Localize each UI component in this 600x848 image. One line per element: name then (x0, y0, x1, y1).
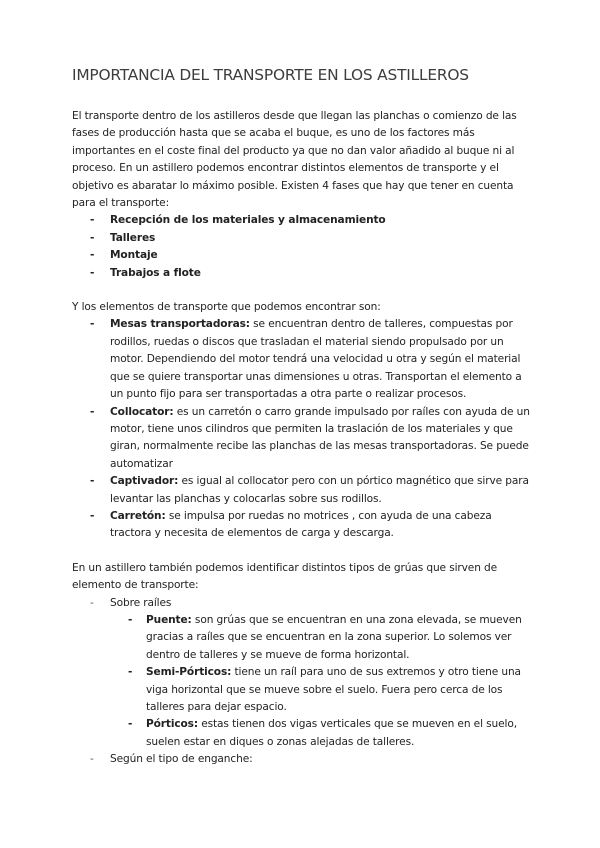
item-text: es un carretón o carro grande impulsado por raíles con ayuda de un motor, tiene unos cilindros que permiten la traslación de los materiales y que giran, normalmente recibe las planchas de las mesas transportadoras. Se puede automatizar (110, 405, 530, 470)
dash-bullet: - (128, 613, 133, 626)
document-title: IMPORTANCIA DEL TRANSPORTE EN LOS ASTILLEROS (72, 66, 469, 84)
item-text: se encuentran dentro de talleres, compuestas por rodillos, ruedas o discos que trasladan el material siendo propulsado por un motor. Dependiendo del motor tendrá una velocidad u otra y según el material que se quiere transportar unas dimensiones u otras. Transportan el elemento a un punto fijo para ser transportadas a otra parte o realizar procesos. (110, 318, 522, 401)
item-text: tiene un raíl para uno de sus extremos y otro tiene una viga horizontal que se mueve sobre el suelo. Fuera pero cerca de los talleres para dejar espacio. (146, 666, 521, 713)
dash-bullet: - (128, 718, 133, 731)
elements-intro: Y los elementos de transporte que podemos encontrar son: (72, 301, 381, 314)
phase-label: Montaje (110, 249, 158, 262)
list-item (72, 212, 532, 229)
dash-bullet: - (90, 753, 94, 766)
dash-bullet: - (90, 266, 95, 279)
cranes-list (72, 595, 532, 769)
item-term: Collocator: (110, 405, 174, 418)
intro-paragraph: El transporte dentro de los astilleros desde que llegan las planchas o comienzo de las fases de producción hasta que se acaba el buque, es uno de los factores más importantes en el coste final del producto ya que no dan valor añadido al buque ni al proceso. En un astillero podemos encontrar distintos elementos de transporte y el objetivo es abaratar lo máximo posible. Existen 4 fases que hay que tener en cuenta para el transporte: (72, 110, 517, 210)
phase-label: Recepción de los materiales y almacenamiento (110, 214, 386, 227)
cranes-intro: En un astillero también podemos identificar distintos tipos de grúas que sirven de elemento de transporte: (72, 561, 498, 592)
phases-list (72, 212, 532, 282)
elements-list (72, 316, 532, 542)
item-text: son grúas que se encuentran en una zona elevada, se mueven gracias a raíles que se encuentran en la zona superior. Lo solemos ver dentro de talleres y se mueve de forma horizontal. (146, 613, 522, 661)
list-item (72, 716, 532, 751)
crane-group-label: Sobre raíles (110, 596, 172, 609)
item-term: Puente: (146, 613, 192, 626)
item-term: Pórticos: (146, 718, 198, 731)
spacer (72, 543, 532, 560)
item-term: Mesas transportadoras: (110, 318, 250, 331)
list-item (72, 473, 532, 508)
dash-bullet: - (90, 596, 94, 609)
item-text: se impulsa por ruedas no motrices , con ayuda de una cabeza tractora y necesita de elementos de carga y descarga. (110, 509, 492, 540)
list-item (72, 751, 532, 768)
document-page (72, 64, 532, 769)
item-term: Semi-Pórticos: (146, 666, 232, 679)
list-item (72, 230, 532, 247)
dash-bullet: - (90, 318, 95, 331)
phase-label: Trabajos a flote (110, 266, 201, 279)
phase-label: Talleres (110, 231, 156, 244)
dash-bullet: - (90, 231, 95, 244)
list-item (72, 508, 532, 543)
dash-bullet: - (128, 666, 133, 679)
item-term: Captivador: (110, 475, 179, 488)
list-item (72, 595, 532, 612)
dash-bullet: - (90, 405, 95, 418)
dash-bullet: - (90, 475, 95, 488)
dash-bullet: - (90, 249, 95, 262)
list-item (72, 404, 532, 474)
item-text: es igual al collocator pero con un pórtico magnético que sirve para levantar las planchas y colocarlas sobre sus rodillos. (110, 475, 529, 505)
dash-bullet: - (90, 509, 95, 522)
list-item (72, 664, 532, 716)
item-term: Carretón: (110, 509, 166, 522)
crane-group-label: Según el tipo de enganche: (110, 753, 253, 766)
list-item (72, 316, 532, 403)
list-item (72, 265, 532, 282)
list-item (72, 612, 532, 664)
item-text: estas tienen dos vigas verticales que se mueven en el suelo, suelen estar en diques o zonas alejadas de talleres. (146, 718, 517, 748)
spacer (72, 282, 532, 299)
dash-bullet: - (90, 214, 95, 227)
list-item (72, 247, 532, 264)
